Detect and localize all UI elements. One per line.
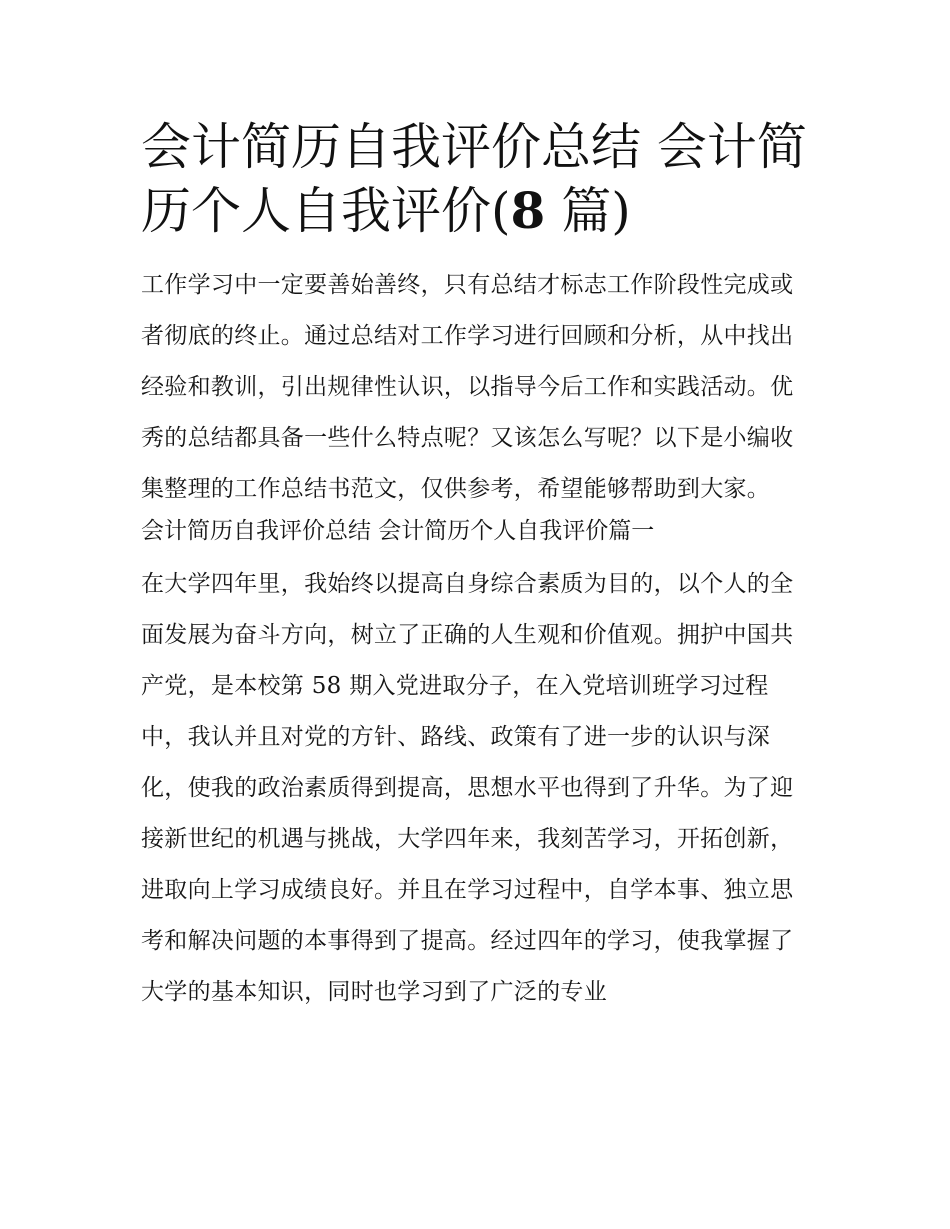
- document-content: [141, 115, 813, 1018]
- title-count: 8: [510, 181, 546, 240]
- title-text-part1: 会计简历自我评价总结 会计简历个人自我评价(: [141, 118, 807, 240]
- document-title: [141, 115, 813, 243]
- title-text-part3: 篇): [545, 182, 631, 240]
- section-heading: 会计简历自我评价总结 会计简历个人自我评价篇一: [141, 518, 655, 544]
- intro-paragraph: 工作学习中一定要善始善终，只有总结才标志工作阶段性完成或者彻底的终止。通过总结对工作学习进行回顾和分析，从中找出经验和教训，引出规律性认识，以指导今后工作和实践活动。优秀的总结都具备一些什么特点呢？又该怎么写呢？以下是小编收集整理的工作总结书范文，仅供参考，希望能够帮助到大家。: [141, 272, 794, 502]
- body-paragraph: 在大学四年里，我始终以提高自身综合素质为目的，以个人的全面发展为奋斗方向，树立了正确的人生观和价值观。拥护中国共产党，是本校第 58 期入党进取分子，在入党培训班学习过程中，我认并且对党的方针、路线、政策有了进一步的认识与深化，使我的政治素质得到提高，思想水平也得到了升华。为了迎接新世纪的机遇与挑战，大学四年来，我刻苦学习，开拓创新，进取向上学习成绩良好。并且在学习过程中，自学本事、独立思考和解决问题的本事得到了提高。经过四年的学习，使我掌握了大学的基本知识，同时也学习到了广泛的专业: [141, 571, 794, 1005]
